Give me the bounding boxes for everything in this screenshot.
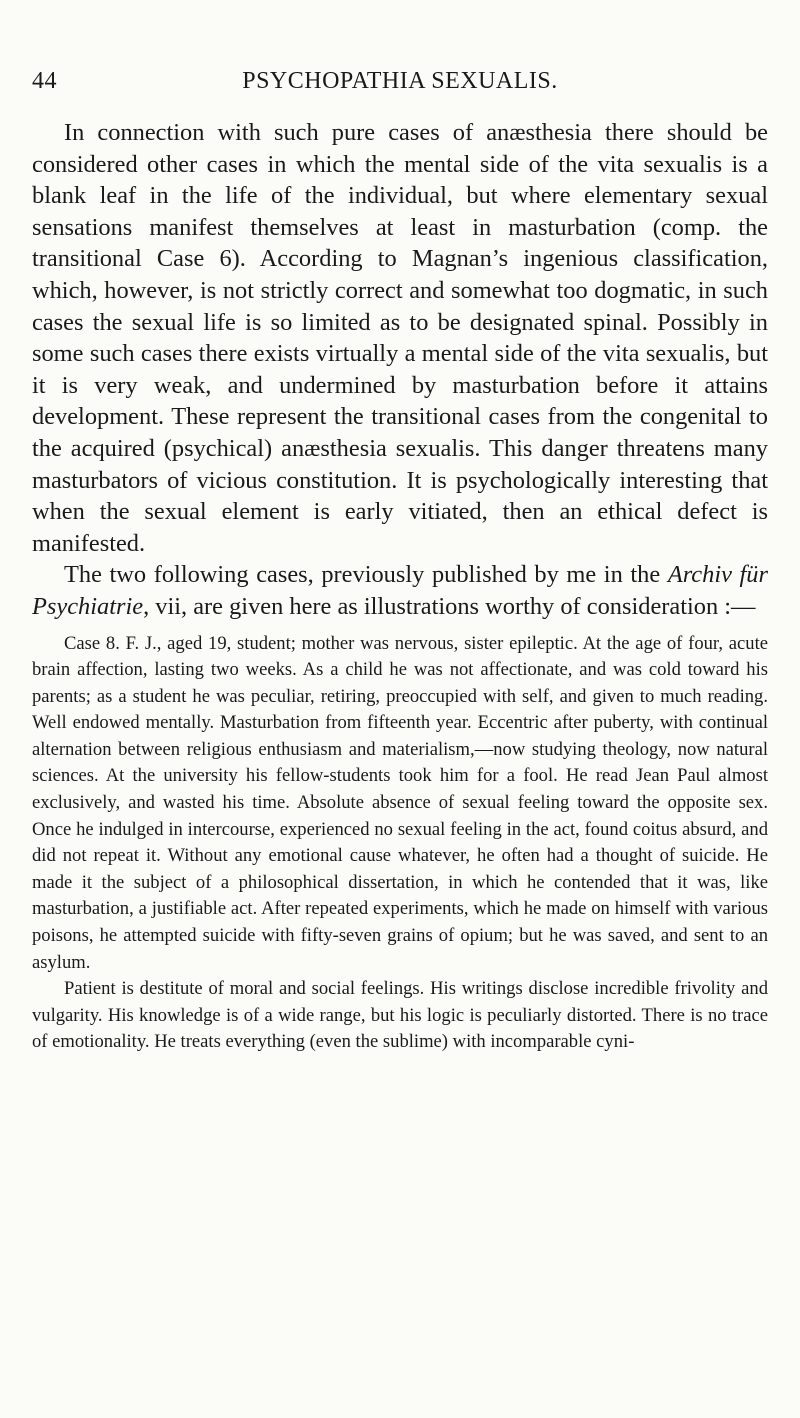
paragraph-case-8: Case 8. F. J., aged 19, student; mother was nervous, sister epileptic. At the age of four, acute brain affection, lasting two weeks. As a child he was not affectionate, and was cold toward his parents; as a student he was peculiar, retiring, preoccupied with self, and given to much reading. Well endowed mentally. Masturbation from fifteenth year. Eccentric after puberty, with continual alternation between religious enthusiasm and materialism,—now studying theology, now natural sciences. At the university his fellow-students took him for a fool. He read Jean Paul almost exclusively, and wasted his time. Absolute absence of sexual feeling toward the opposite sex. Once he indulged in intercourse, experienced no sexual feeling in the act, found coitus absurd, and did not repeat it. Without any emotional cause whatever, he often had a thought of suicide. He made it the subject of a philosophical dissertation, in which he contended that it was, like masturbation, a justifiable act. After repeated experiments, which he made on himself with various poisons, he attempted suicide with fifty-seven grains of opium; but he was saved, and sent to an asylum.: [32, 632, 768, 973]
journal-title: Archiv für Psychiatrie: [32, 561, 768, 620]
paragraph-anaesthesia: In connection with such pure cases of anæsthesia there should be considered other cases in which the mental side of the vita sexualis is a blank leaf in the life of the individual, but where elementary sexual sensations manifest themselves at least in masturbation (comp. the transitional Case 6). According to Magnan’s ingenious classification, which, however, is not strictly correct and somewhat too dogmatic, in such cases the sexual life is so limited as to be designated spinal. Possibly in some such cases there exists virtually a mental side of the vita sexualis, but it is very weak, and undermined by masturbation before it attains development. These represent the transitional cases from the congenital to the acquired (psychical) anæsthesia sexualis. This danger threatens many masturbators of vicious constitution. It is psychologically interesting that when the sexual element is early vitiated, then an ethical defect is manifested.: [32, 119, 768, 557]
paragraph-following-cases: [32, 559, 768, 622]
page-number: 44: [32, 68, 57, 94]
paragraph-following-cases-text-1: The two following cases, previously published by me in the: [64, 561, 668, 589]
page-body: [32, 117, 768, 1056]
paragraph-patient-description: Patient is destitute of moral and social feelings. His writings disclose incredible frivolity and vulgarity. His knowledge is of a wide range, but his logic is peculiarly distorted. There is no trace of emotionality. He treats everything (even the sublime) with incomparable cyni-: [32, 978, 768, 1053]
paragraph-following-cases-text-2: , vii, are given here as illustrations worthy of consideration :—: [143, 592, 756, 620]
page-header: [32, 68, 768, 102]
running-title: PSYCHOPATHIA SEXUALIS.: [242, 68, 558, 94]
